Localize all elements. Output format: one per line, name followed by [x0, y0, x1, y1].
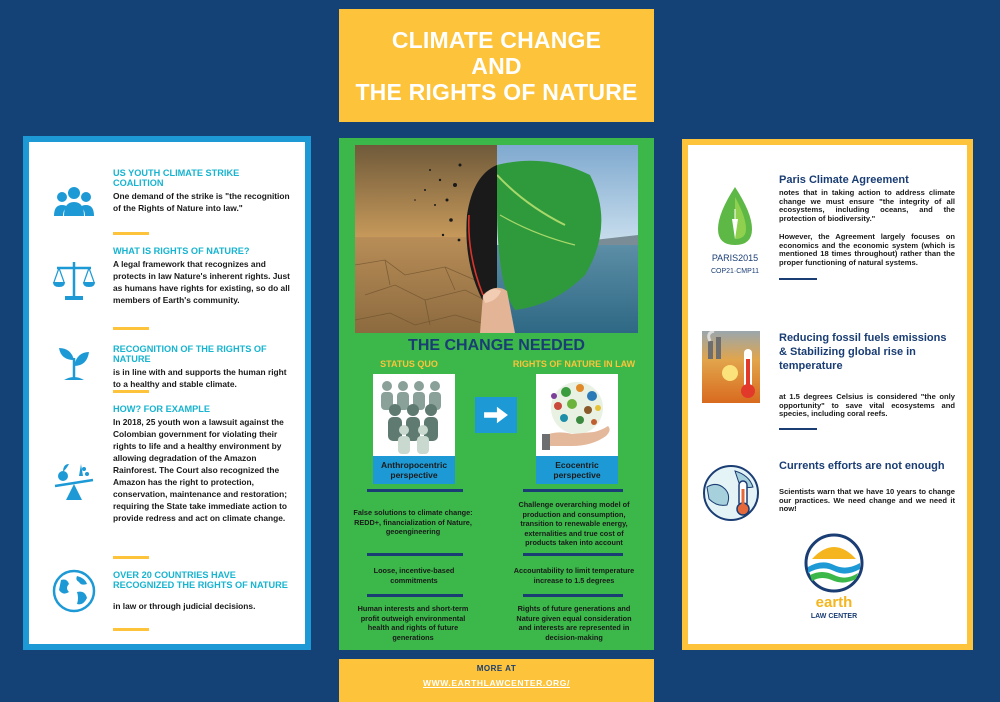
left-panel — [23, 136, 311, 650]
divider — [523, 489, 623, 492]
sprout-icon — [51, 340, 97, 386]
divider — [779, 278, 817, 280]
balance-nature-icon — [51, 460, 97, 506]
divider — [113, 327, 149, 330]
people-crowd-icon — [373, 374, 455, 456]
people-group-icon — [51, 180, 97, 226]
ecocentric-caption: Ecocentric perspective — [536, 456, 618, 484]
divider — [523, 594, 623, 597]
divider — [367, 489, 463, 492]
more-at-label: MORE AT — [476, 664, 517, 673]
scales-icon — [51, 258, 97, 304]
paris-agreement-body-2: However, the Agreement largely focuses on economics and the economic system (which is mentioned 18 times throughout) rather than the proper functioning of natural systems. — [779, 232, 955, 267]
status-quo-row-2: Loose, incentive-based commitments — [373, 566, 455, 585]
current-efforts-body: Scientists warn that we have 10 years to change our practices. We need change and we need it now! — [779, 487, 955, 514]
ecocentric-card — [536, 374, 618, 484]
earth-law-center-logo — [800, 533, 868, 623]
globe-icon — [51, 568, 97, 614]
rights-row-2: Accountability to limit temperature increase to 1.5 degrees — [513, 566, 635, 585]
change-needed-title: THE CHANGE NEEDED — [408, 337, 585, 354]
center-panel — [339, 138, 654, 650]
title-banner — [339, 9, 654, 122]
heat-emissions-photo — [702, 331, 760, 403]
climate-photo — [355, 145, 638, 333]
arrow-box — [475, 397, 517, 433]
divider — [113, 556, 149, 559]
section-heading: WHAT IS RIGHTS OF NATURE? — [113, 246, 250, 256]
divider — [779, 428, 817, 430]
hot-earth-thermometer-icon — [701, 463, 761, 523]
status-quo-row-3: Human interests and short-term profit outweigh environmental health and rights of future generations — [357, 604, 469, 642]
anthropocentric-card — [373, 374, 455, 484]
divider — [367, 594, 463, 597]
section-heading: RECOGNITION OF THE RIGHTS OF NATURE — [113, 344, 267, 364]
section-body: is in line with and supports the human right to a healthy and stable climate. — [113, 367, 287, 389]
paris-agreement-heading: Paris Climate Agreement — [779, 174, 909, 186]
section-body: One demand of the strike is "the recognition of the Rights of Nature into law." — [113, 191, 290, 213]
fossil-fuels-body: at 1.5 degrees Celsius is considered "the only opportunity" to save vital ecosystems and species, including coral reefs. — [779, 392, 955, 419]
left-panel-content — [29, 142, 305, 644]
divider — [113, 628, 149, 631]
hand-nature-icon — [536, 374, 618, 456]
section-heading: US YOUTH CLIMATE STRIKE COALITION — [113, 168, 240, 188]
right-panel-content — [688, 145, 967, 644]
fossil-fuels-heading: Reducing fossil fuels emissions & Stabilizing global rise in temperature — [779, 332, 947, 372]
divider — [367, 553, 463, 556]
rights-of-nature-label: RIGHTS OF NATURE IN LAW — [512, 359, 636, 369]
paris-2015-logo — [702, 183, 768, 279]
more-info-banner — [339, 659, 654, 702]
section-heading: OVER 20 COUNTRIES HAVE RECOGNIZED THE RIGHTS OF NATURE — [113, 570, 288, 590]
anthropocentric-caption: Anthropocentric perspective — [373, 456, 455, 484]
section-heading: HOW? FOR EXAMPLE — [113, 404, 210, 414]
paris-logo-sub: COP21·CMP11 — [710, 268, 760, 275]
paris-logo-text: PARIS2015 — [711, 253, 759, 263]
logo-word: earth — [815, 594, 853, 611]
status-quo-row-1: False solutions to climate change: REDD+, financialization of Nature, geoengineering — [353, 508, 473, 536]
page-title: CLIMATE CHANGE AND THE RIGHTS OF NATURE — [355, 26, 638, 105]
logo-sub: LAW CENTER — [810, 613, 858, 620]
arrow-right-icon — [482, 404, 510, 426]
right-panel — [682, 139, 973, 650]
paris-agreement-body: notes that in taking action to address climate change we must ensure "the integrity of all ecosystems, including oceans, and the protection of biodiversity." — [779, 188, 955, 223]
current-efforts-heading: Currents efforts are not enough — [779, 460, 945, 472]
status-quo-label: STATUS QUO — [380, 359, 438, 369]
rights-row-1: Challenge overarching model of production and consumption, transition to renewable energy, externalities and true cost of products taken into account — [518, 500, 630, 547]
rights-row-3: Rights of future generations and Nature given equal consideration and interests are represented in decision-making — [516, 604, 632, 642]
section-body: In 2018, 25 youth won a lawsuit against the Colombian government for violating their rights to life and a healthy environment by allowing degradation of the Amazon Rainforest. The Court also recognized the Amazon has the right to protection, conservation, maintenance and restoration; requiring the State take immediate action to provide redress and act on climate change. — [113, 417, 288, 523]
divider — [523, 553, 623, 556]
website-link[interactable]: WWW.EARTHLAWCENTER.ORG/ — [423, 678, 570, 688]
section-body: A legal framework that recognizes and protects in law Nature's inherent rights. Just as humans have rights for existing, so do all members of Earth's community. — [113, 259, 290, 305]
divider — [113, 232, 149, 235]
section-body: in law or through judicial decisions. — [113, 601, 256, 611]
divider — [113, 390, 149, 393]
